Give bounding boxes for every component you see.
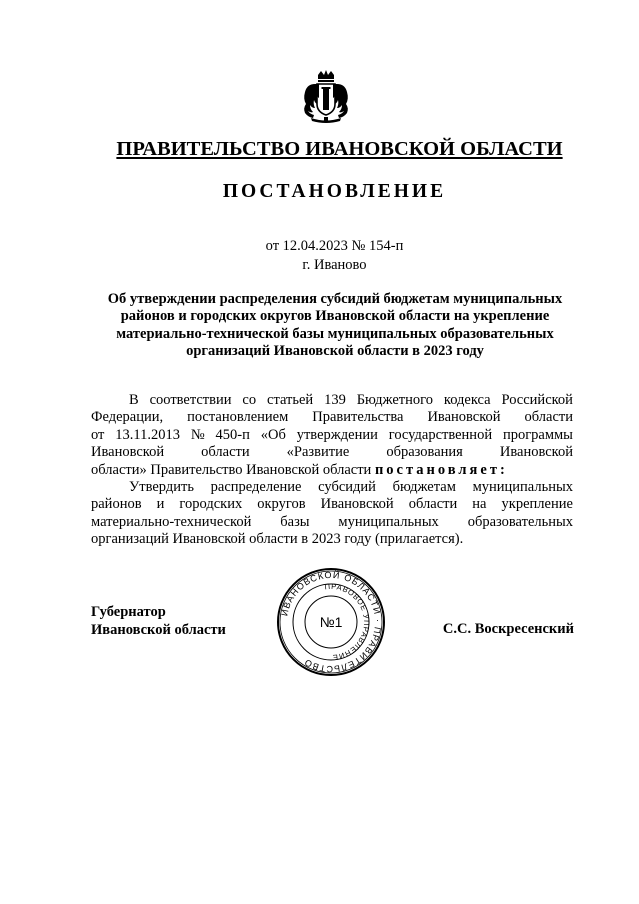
stamp-outer-text: ИВАНОВСКОЙ ОБЛАСТИ · ПРАВИТЕЛЬСТВО bbox=[279, 569, 384, 675]
body-word: Ивановской bbox=[499, 444, 573, 461]
document-city: г. Иваново bbox=[302, 257, 367, 273]
body-word: муниципальных bbox=[338, 513, 439, 530]
body-line bbox=[91, 479, 573, 496]
body-word: на bbox=[472, 496, 487, 513]
body-word: программы bbox=[502, 426, 573, 443]
body-word: области bbox=[201, 444, 250, 461]
body-word: образования bbox=[386, 444, 463, 461]
body-word: соответствии bbox=[149, 392, 232, 408]
subject-line: организаций Ивановской области в 2023 году bbox=[186, 342, 484, 359]
signatory-position bbox=[91, 603, 226, 639]
body-line bbox=[91, 392, 573, 409]
subject-line: Об утверждении распределения субсидий бюджетам муниципальных bbox=[107, 291, 563, 307]
body-word: районов bbox=[91, 496, 142, 513]
body-word: Утвердить bbox=[129, 479, 194, 496]
body-word: В bbox=[129, 392, 139, 408]
body-word: распределение bbox=[210, 479, 302, 496]
body-word: городских bbox=[179, 496, 243, 513]
body-word: статьей bbox=[267, 392, 314, 408]
body-word: области bbox=[408, 496, 458, 513]
document-subject bbox=[90, 291, 580, 360]
body-word: материально-технической bbox=[91, 513, 252, 530]
body-word: «Развитие bbox=[286, 444, 350, 461]
body-word: Ивановской bbox=[427, 409, 501, 426]
body-word: № bbox=[190, 426, 205, 443]
body-word: Российской bbox=[501, 392, 573, 408]
document-date-number: от 12.04.2023 № 154-п bbox=[265, 238, 404, 254]
body-word: 450-п bbox=[215, 426, 250, 443]
body-line bbox=[91, 427, 573, 444]
body-word: и bbox=[156, 496, 165, 513]
body-line bbox=[91, 531, 573, 548]
stamp-number: №1 bbox=[319, 614, 343, 630]
body-word: Правительства bbox=[312, 409, 404, 426]
resolve-word: постановляет: bbox=[374, 461, 508, 478]
document-body bbox=[91, 392, 573, 549]
position-line: Губернатор bbox=[91, 604, 166, 620]
signatory-name: С.С. Воскресенский bbox=[442, 621, 574, 637]
body-word: укрепление bbox=[501, 496, 573, 513]
body-line bbox=[91, 514, 573, 531]
body-word: от bbox=[91, 426, 105, 443]
body-word: со bbox=[242, 392, 257, 408]
body-line bbox=[91, 462, 573, 479]
body-word: субсидий bbox=[318, 479, 376, 496]
body-word: округов bbox=[257, 496, 306, 513]
body-line bbox=[91, 444, 573, 461]
body-word: постановлением bbox=[187, 409, 289, 426]
stamp-inner-text: ПРАВОВОЕ УПРАВЛЕНИЕ bbox=[324, 581, 372, 663]
ivanovo-coat-of-arms-icon bbox=[296, 64, 356, 124]
body-word: 139 bbox=[324, 392, 346, 408]
body-word: муниципальных bbox=[472, 479, 573, 496]
body-word: Федерации, bbox=[91, 409, 164, 426]
official-stamp bbox=[275, 566, 387, 678]
government-title: ПРАВИТЕЛЬСТВО ИВАНОВСКОЙ ОБЛАСТИ bbox=[116, 138, 563, 160]
position-line: Ивановской области bbox=[91, 622, 226, 638]
body-word: Ивановской bbox=[91, 444, 165, 461]
body-word: государственной bbox=[388, 426, 493, 443]
body-word: образовательных bbox=[467, 513, 573, 530]
subject-line: районов и городских округов Ивановской области на укрепление bbox=[120, 308, 550, 325]
body-text: области» Правительство Ивановской области bbox=[91, 461, 375, 478]
body-word: Ивановской bbox=[320, 496, 394, 513]
body-text: организаций Ивановской области в 2023 году (прилагается). bbox=[91, 531, 464, 548]
body-word: бюджетам bbox=[392, 479, 456, 496]
body-line bbox=[91, 409, 573, 426]
body-word: «Об bbox=[260, 426, 286, 443]
body-line bbox=[91, 496, 573, 513]
body-word: Бюджетного bbox=[356, 392, 433, 408]
body-word: утверждении bbox=[296, 426, 378, 443]
body-word: области bbox=[524, 409, 573, 426]
document-type-heading: ПОСТАНОВЛЕНИЕ bbox=[222, 181, 447, 202]
body-word: кодекса bbox=[443, 392, 491, 408]
subject-line: материально-технической базы муниципальных образовательных bbox=[116, 325, 554, 342]
body-word: 13.11.2013 bbox=[115, 426, 180, 443]
body-word: базы bbox=[280, 513, 310, 530]
